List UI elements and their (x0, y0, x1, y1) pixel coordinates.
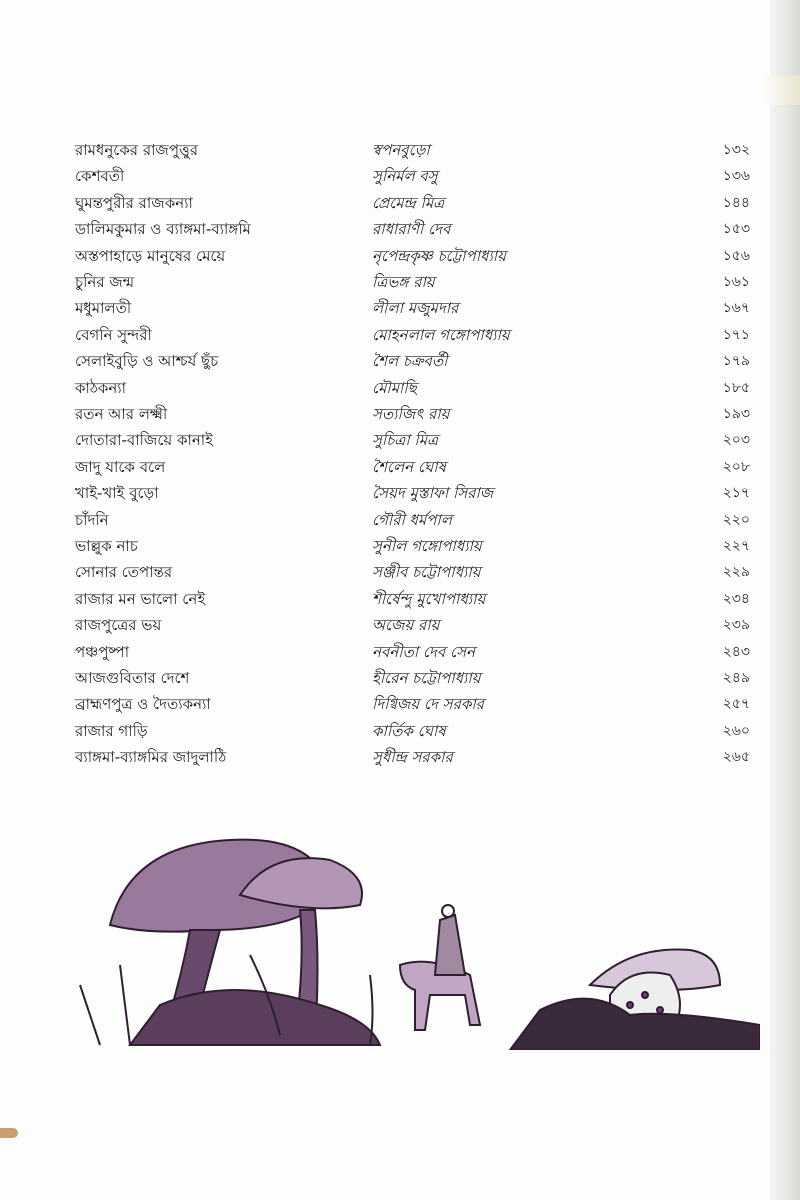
author-name: রাধারাণী দেব (372, 220, 451, 239)
toc-entry (0, 586, 800, 612)
page-number: ২২৯ (722, 564, 750, 581)
page-number: ২৩৪ (722, 590, 750, 607)
author-name: সুধীন্দ্র সরকার (372, 748, 453, 767)
page-number: ১৫৬ (722, 247, 750, 264)
story-title: সোনার তেপান্তর (75, 563, 173, 582)
story-title: কাঠকন্যা (75, 378, 127, 397)
author-name: সুনির্মল বসু (372, 167, 438, 186)
author-name: হীরেন চট্টোপাধ্যায় (372, 669, 481, 687)
story-title: সেলাইবুড়ি ও আশ্চর্য ছুঁচ (75, 352, 219, 371)
page-number: ২৬৫ (722, 749, 750, 766)
toc-entry (0, 612, 800, 638)
page-number: ১৩৬ (722, 168, 750, 185)
author-name: শৈল চক্রবর্তী (372, 352, 448, 371)
toc-entry (0, 691, 800, 717)
page-number: ২২৭ (722, 538, 750, 554)
page-number: ১৬৭ (722, 300, 750, 317)
author-name: ত্রিভঙ্গ রায় (372, 273, 435, 291)
page-number: ১৭১ (722, 326, 750, 343)
page-number: ২৪৩ (722, 643, 750, 660)
story-title: রাজপুত্রের ভয় (75, 616, 162, 635)
story-title: ভাল্লুক নাচ (75, 537, 138, 555)
toc-entry (0, 137, 800, 163)
story-title: রামধনুকের রাজপুত্তুর (75, 141, 199, 159)
author-name: শৈলেন ঘোষ (372, 457, 446, 476)
author-name: অজেয় রায় (372, 616, 440, 635)
page-number: ২৩৯ (722, 617, 750, 634)
author-name: সত্যজিৎ রায় (372, 405, 450, 423)
author-name: নৃপেন্দ্রকৃষ্ণ চট্টোপাধ্যায় (372, 246, 506, 265)
story-title: মধুমালতী (75, 299, 132, 318)
story-title: খাই-খাই বুড়ো (75, 484, 159, 503)
page-number: ২০৮ (722, 458, 750, 475)
story-title: পঞ্চপুষ্পা (75, 642, 130, 661)
toc-entry (0, 243, 800, 269)
author-name: মোহনলাল গঙ্গোপাধ্যায় (372, 325, 510, 344)
page-number: ১৮৫ (722, 379, 750, 396)
page-number: ১৯৩ (722, 406, 750, 422)
author-name: স্বপনবুড়ো (372, 141, 430, 159)
author-name: শীর্ষেন্দু মুখোপাধ্যায় (372, 589, 486, 608)
story-title: বেগনি সুন্দরী (75, 325, 152, 344)
page-number: ২২০ (722, 511, 750, 528)
story-title: ডালিমকুমার ও ব্যাঙ্গমা-ব্যাঙ্গমি (75, 220, 251, 239)
story-title: ব্যাঙ্গমা-ব্যাঙ্গমির জাদুলাঠি (75, 748, 227, 767)
toc-entry (0, 375, 800, 401)
author-name: সৈয়দ মুস্তাফা সিরাজ (372, 484, 494, 503)
story-title: চুনির জন্ম (75, 273, 135, 291)
story-title: ঘুমন্তপুরীর রাজকন্যা (75, 193, 193, 212)
story-title: ব্রাহ্মণপুত্র ও দৈত্যকন্যা (75, 695, 211, 714)
toc-entry (0, 454, 800, 480)
story-title: রাজার মন ভালো নেই (75, 589, 206, 608)
toc-entry (0, 295, 800, 321)
toc-entry (0, 533, 800, 559)
toc-entry (0, 507, 800, 533)
story-title: আজগুবিতার দেশে (75, 669, 190, 687)
author-name: কার্তিক ঘোষ (372, 721, 446, 740)
story-title: অস্তপাহাড়ে মানুষের মেয়ে (75, 246, 226, 265)
author-name: গৌরী ধর্মপাল (372, 510, 452, 529)
page-number: ১৫৩ (722, 221, 750, 238)
author-name: মৌমাছি (372, 378, 417, 397)
author-name: প্রেমেন্দ্র মিত্র (372, 193, 445, 212)
toc-entry (0, 665, 800, 691)
author-name: লীলা মজুমদার (372, 299, 459, 318)
toc-entry (0, 639, 800, 665)
story-title: রতন আর লক্ষ্মী (75, 405, 168, 423)
page-edge (760, 75, 800, 105)
toc-entry (0, 427, 800, 453)
toc-entry (0, 190, 800, 216)
page-number: ২৫৭ (722, 696, 750, 713)
toc-entry (0, 718, 800, 744)
toc-entry (0, 401, 800, 427)
page-number: ২৪৯ (722, 670, 750, 686)
rider-on-horse (400, 905, 480, 1030)
story-title: রাজার গাড়ি (75, 721, 148, 740)
page-number: ১৪৪ (722, 194, 750, 211)
toc-entry (0, 348, 800, 374)
right-bushes (510, 949, 760, 1050)
toc-entry (0, 269, 800, 295)
page-number: ১৭৯ (722, 353, 750, 370)
grass-and-bushes (80, 955, 380, 1045)
author-name: দিগ্বিজয় দে সরকার (372, 695, 484, 714)
author-name: সুনীল গঙ্গোপাধ্যায় (372, 537, 482, 555)
story-title: কেশবতী (75, 167, 125, 186)
author-name: সঞ্জীব চট্টোপাধ্যায় (372, 563, 481, 582)
toc-entry (0, 216, 800, 242)
page-number: ২৬০ (722, 722, 750, 739)
toc-entry (0, 480, 800, 506)
author-name: সুচিত্রা মিত্র (372, 431, 439, 450)
toc-entry (0, 744, 800, 770)
page-number: ২১৭ (722, 485, 750, 502)
page-number: ১৬১ (722, 274, 750, 290)
fairy-tale-illustration (70, 835, 760, 1050)
page-number: ১৩২ (722, 142, 750, 158)
toc-entry (0, 559, 800, 585)
page-number: ২০৩ (722, 432, 750, 449)
story-title: চাঁদনি (75, 510, 109, 529)
page-corner (0, 1128, 18, 1138)
story-title: দোতারা-বাজিয়ে কানাই (75, 431, 213, 450)
author-name: নবনীতা দেব সেন (372, 642, 475, 661)
story-title: জাদু যাকে বলে (75, 457, 166, 476)
toc-entry (0, 322, 800, 348)
toc-entry (0, 163, 800, 189)
